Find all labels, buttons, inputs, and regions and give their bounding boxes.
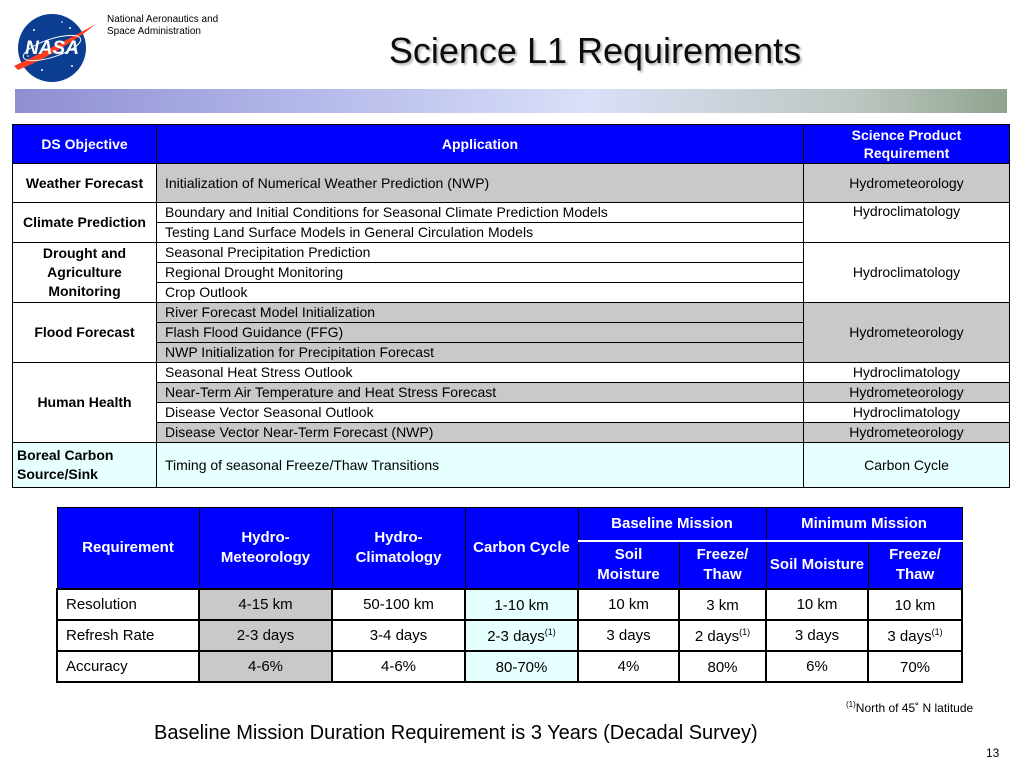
baseline-freeze-thaw-value [679,620,766,651]
requirement-cell: Hydrometeorology [804,303,1010,363]
table-row [57,620,962,651]
requirement-cell: Carbon Cycle [804,443,1010,488]
header-minimum-soil-moisture: Soil Moisture [766,541,868,589]
header-carbon-cycle: Carbon Cycle [465,508,578,590]
value-text: 2 days [694,627,740,645]
hydro-climatology-value: 50-100 km [332,589,465,620]
value-text: 80-70% [495,658,548,676]
table-row [13,303,1010,323]
carbon-cycle-value [465,620,578,651]
footnote-text: North of 45˚ N latitude [855,701,974,715]
nasa-logo-icon [12,12,98,84]
objective-boreal-carbon: Boreal Carbon Source/Sink [13,443,157,488]
row-label: Resolution [57,589,199,620]
header-hydro-climatology: Hydro-Climatology [332,508,465,590]
header-requirement: Requirement [57,508,199,590]
application-cell: Testing Land Surface Models in General Circulation Models [157,223,804,243]
footnote-marker: (1) [739,626,751,637]
agency-line-2: Space Administration [107,26,201,37]
header-hydro-meteorology: Hydro-Meteorology [199,508,332,590]
mission-duration-statement: Baseline Mission Duration Requirement is 3 Years (Decadal Survey) [154,722,758,744]
application-cell: River Forecast Model Initialization [157,303,804,323]
application-cell: NWP Initialization for Precipitation Forecast [157,343,804,363]
minimum-freeze-thaw-value [868,589,962,620]
carbon-cycle-value [465,651,578,682]
baseline-soil-moisture-value: 10 km [578,589,679,620]
footnote-marker: (1) [846,700,856,709]
objective-human-health: Human Health [13,363,157,443]
header-ds-objective: DS Objective [13,125,157,164]
baseline-soil-moisture-value: 3 days [578,620,679,651]
requirement-cell: Hydroclimatology [804,243,1010,303]
row-label: Accuracy [57,651,199,682]
table-row [13,423,1010,443]
application-cell: Initialization of Numerical Weather Prediction (NWP) [157,164,804,203]
requirement-cell: Hydroclimatology [804,363,1010,383]
header-minimum-freeze-thaw: Freeze/ Thaw [868,541,962,589]
table-row [57,589,962,620]
application-cell: Boundary and Initial Conditions for Seasonal Climate Prediction Models [157,203,804,223]
value-text: 70% [899,658,931,676]
footnote-marker: (1) [931,626,943,637]
minimum-freeze-thaw-value [868,620,962,651]
row-label: Refresh Rate [57,620,199,651]
table-row [13,164,1010,203]
applications-table [12,124,1010,488]
minimum-freeze-thaw-value [868,651,962,682]
baseline-freeze-thaw-value [679,651,766,682]
header-baseline-freeze-thaw: Freeze/ Thaw [679,541,766,589]
applications-header-row [13,125,1010,164]
objective-flood-forecast: Flood Forecast [13,303,157,363]
objective-weather-forecast: Weather Forecast [13,164,157,203]
table-row [13,383,1010,403]
carbon-cycle-value [465,589,578,620]
requirement-cell: Hydrometeorology [804,383,1010,403]
application-cell: Seasonal Heat Stress Outlook [157,363,804,383]
application-cell: Near-Term Air Temperature and Heat Stress Forecast [157,383,804,403]
minimum-soil-moisture-value: 10 km [766,589,868,620]
requirement-cell: Hydroclimatology [804,203,1010,243]
minimum-soil-moisture-value: 3 days [766,620,868,651]
hydro-meteorology-value: 4-6% [199,651,332,682]
requirement-cell: Hydroclimatology [804,403,1010,423]
table-row [13,243,1010,263]
svg-text:NASA: NASA [25,38,79,59]
application-cell: Crop Outlook [157,283,804,303]
header-baseline-mission: Baseline Mission [578,508,766,542]
value-text: 10 km [894,596,936,614]
table-row [57,651,962,682]
objective-drought-agriculture: Drought and Agriculture Monitoring [13,243,157,303]
application-cell: Timing of seasonal Freeze/Thaw Transitions [157,443,804,488]
value-text: 3 days [887,627,932,645]
baseline-freeze-thaw-value [679,589,766,620]
hydro-climatology-value: 4-6% [332,651,465,682]
table-row [13,203,1010,223]
application-cell: Regional Drought Monitoring [157,263,804,283]
value-text: 3 km [706,596,739,614]
hydro-climatology-value: 3-4 days [332,620,465,651]
page-number: 13 [986,746,1000,760]
objective-climate-prediction: Climate Prediction [13,203,157,243]
title-gradient-bar [15,89,1007,113]
application-cell: Disease Vector Near-Term Forecast (NWP) [157,423,804,443]
requirements-header-row [57,508,962,542]
minimum-soil-moisture-value: 6% [766,651,868,682]
table-row [13,403,1010,423]
header-science-product-requirement: Science Product Requirement [804,125,1010,164]
value-text: 1-10 km [494,596,549,614]
application-cell: Flash Flood Guidance (FFG) [157,323,804,343]
baseline-soil-moisture-value: 4% [578,651,679,682]
value-text: 2-3 days [487,627,545,645]
hydro-meteorology-value: 2-3 days [199,620,332,651]
hydro-meteorology-value: 4-15 km [199,589,332,620]
application-cell: Disease Vector Seasonal Outlook [157,403,804,423]
value-text: 80% [707,658,738,676]
table-row [13,443,1010,488]
requirement-cell: Hydrometeorology [804,164,1010,203]
header-baseline-soil-moisture: Soil Moisture [578,541,679,589]
latitude-footnote [846,700,973,715]
header-application: Application [157,125,804,164]
mission-requirements-table [56,507,963,683]
table-row [13,363,1010,383]
header-minimum-mission: Minimum Mission [766,508,962,542]
page-title: Science L1 Requirements [388,30,802,71]
requirement-cell: Hydrometeorology [804,423,1010,443]
footnote-marker: (1) [544,626,556,637]
agency-line-1: National Aeronautics and [107,14,219,25]
agency-name [107,14,218,38]
application-cell: Seasonal Precipitation Prediction [157,243,804,263]
